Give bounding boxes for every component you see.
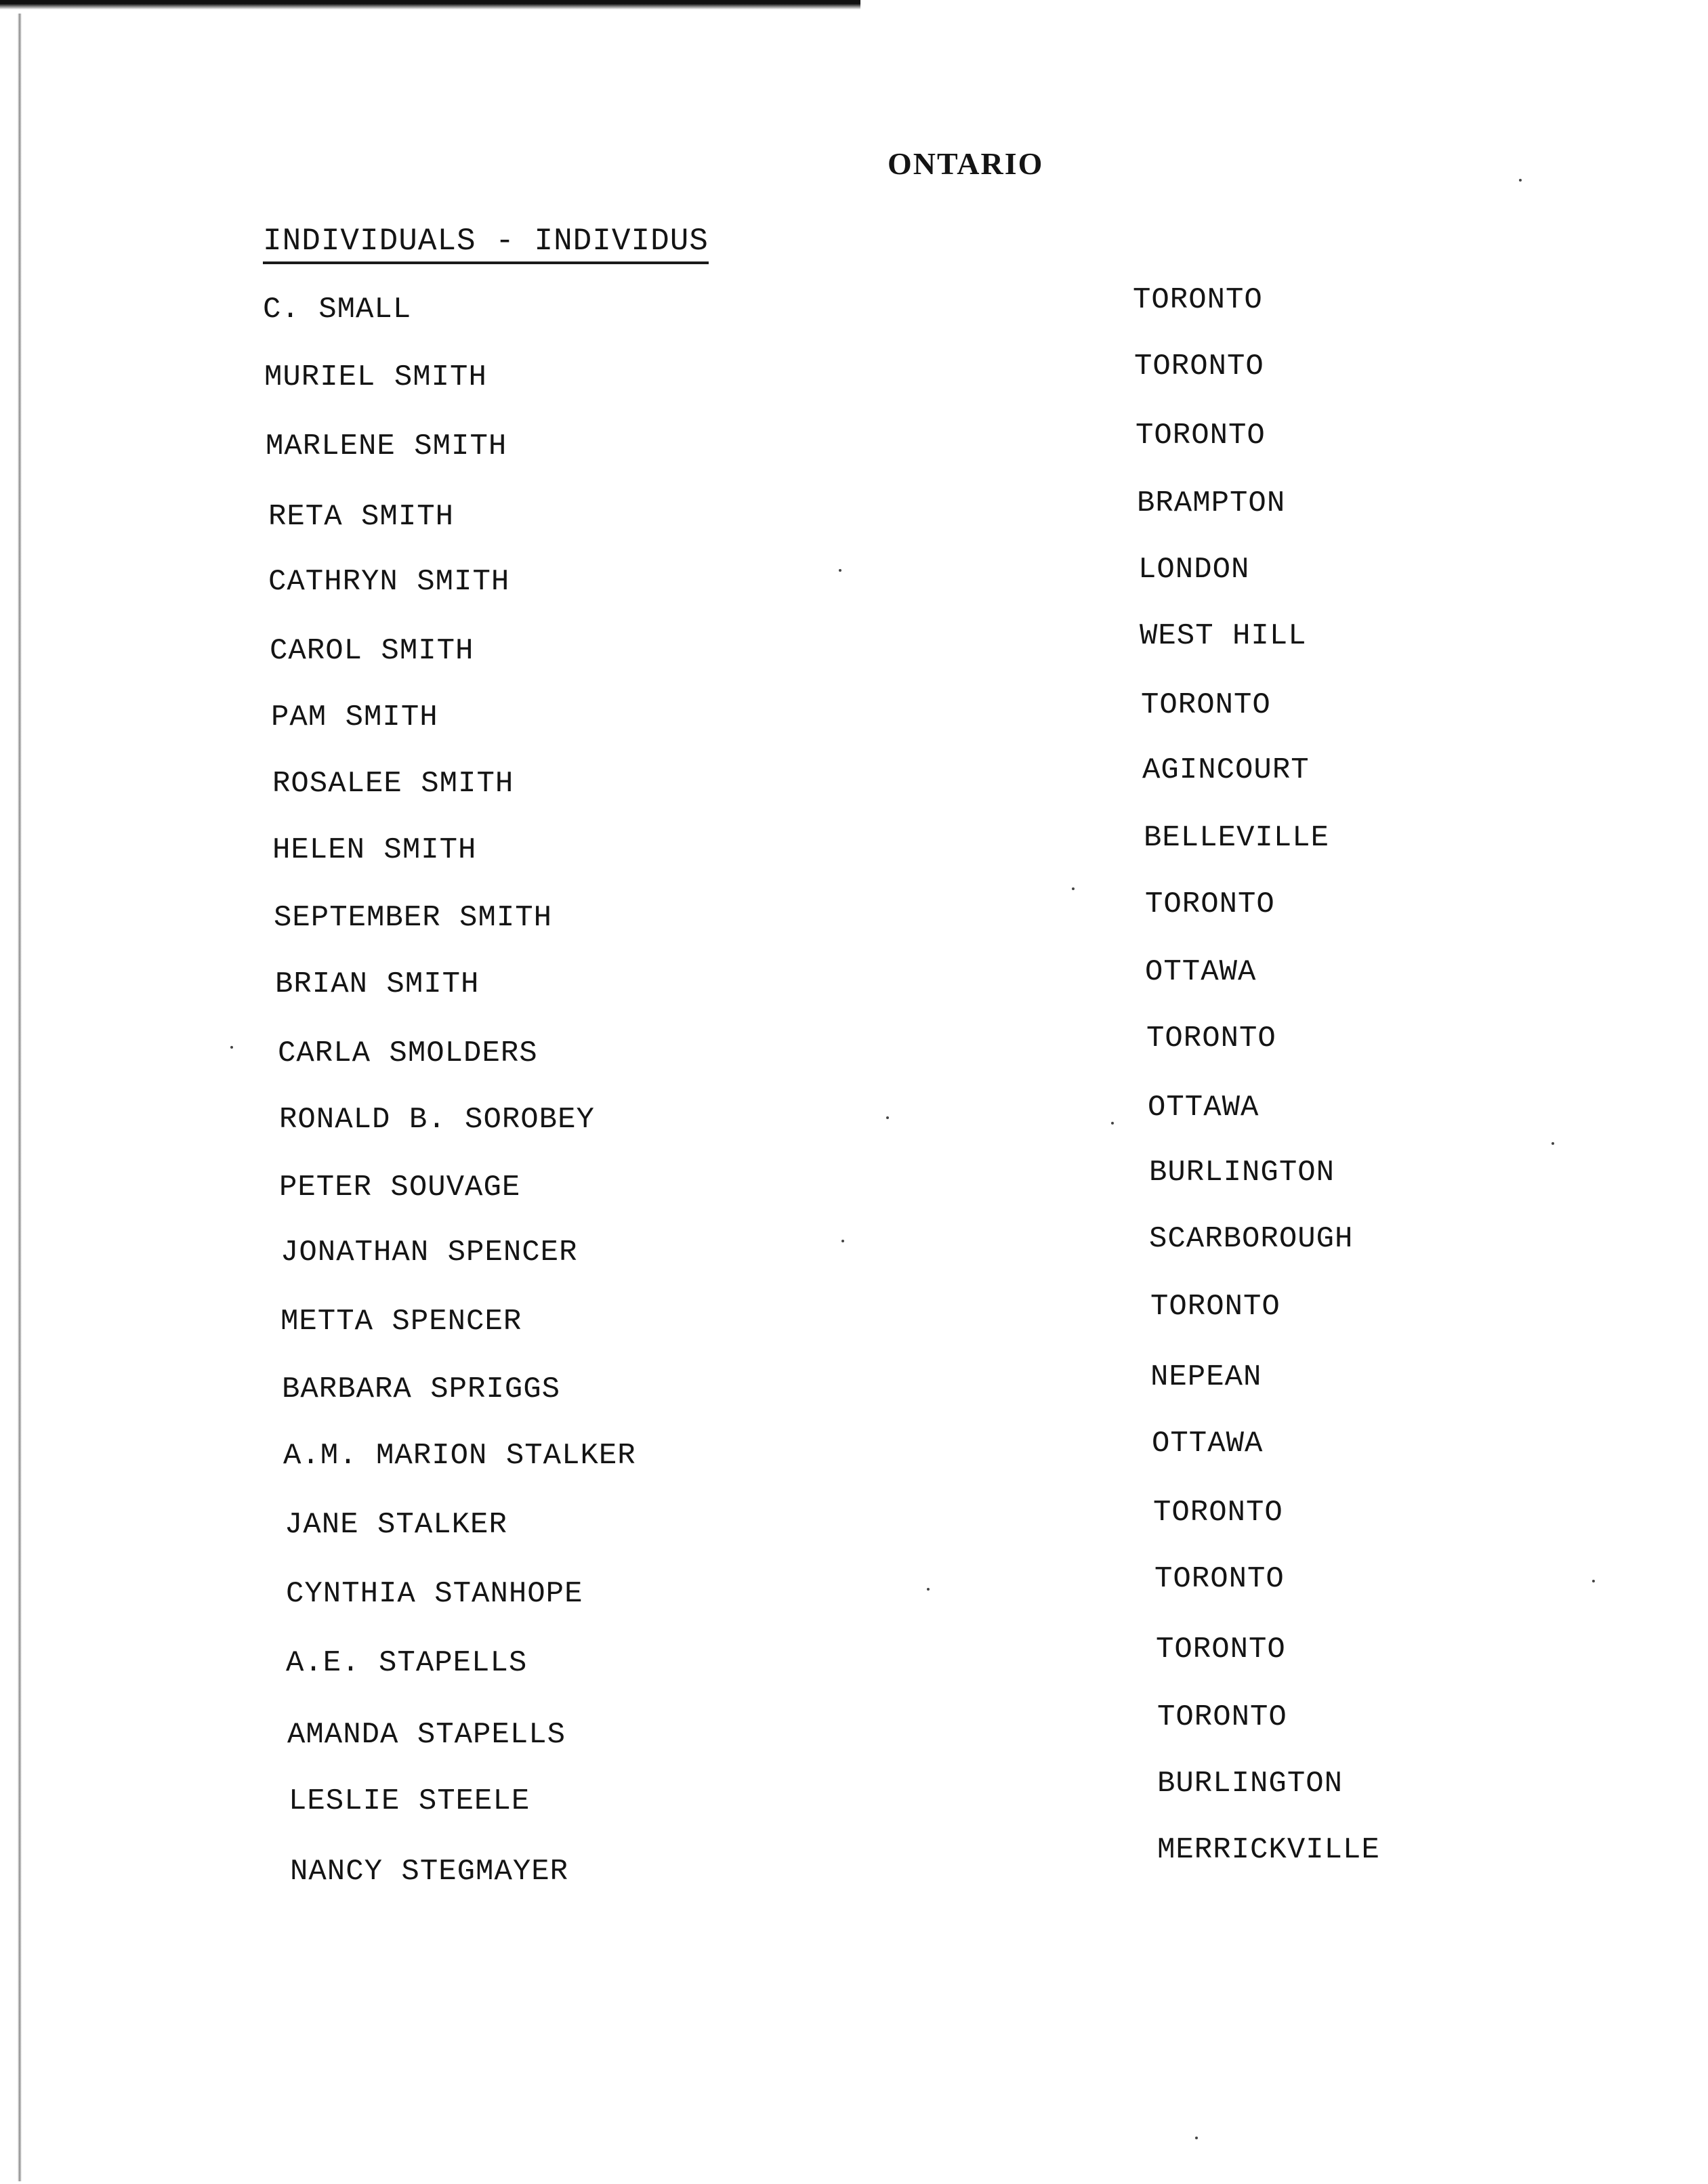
scan-speck <box>927 1588 930 1591</box>
entry-city: BURLINGTON <box>1157 1767 1344 1801</box>
entry-city: TORONTO <box>1154 1562 1285 1596</box>
scan-speck <box>841 1240 844 1242</box>
entry-city: OTTAWA <box>1148 1091 1259 1125</box>
entry-name: A.M. MARION STALKER <box>283 1439 636 1473</box>
entry-city: TORONTO <box>1133 283 1263 317</box>
entry-name: ROSALEE SMITH <box>272 767 514 801</box>
entry-city: NEPEAN <box>1150 1360 1262 1394</box>
entry-name: RONALD B. SOROBEY <box>279 1103 595 1137</box>
entry-name: HELEN SMITH <box>272 833 477 867</box>
entry-city: TORONTO <box>1157 1700 1287 1734</box>
scan-speck <box>1195 2137 1198 2139</box>
entry-city: BRAMPTON <box>1137 486 1286 520</box>
entry-city: LONDON <box>1138 553 1250 587</box>
entry-name: PAM SMITH <box>271 700 438 734</box>
entry-city: TORONTO <box>1153 1496 1283 1530</box>
page-heading: ONTARIO <box>888 146 1044 181</box>
scan-speck <box>1072 887 1075 890</box>
entry-city: WEST HILL <box>1140 619 1307 653</box>
entry-city: TORONTO <box>1156 1633 1286 1666</box>
entry-name: CYNTHIA STANHOPE <box>286 1577 583 1611</box>
entry-city: OTTAWA <box>1152 1427 1264 1461</box>
entry-city: SCARBOROUGH <box>1149 1222 1354 1256</box>
entry-name: AMANDA STAPELLS <box>287 1718 566 1752</box>
entry-city: BELLEVILLE <box>1144 821 1330 855</box>
entry-city: TORONTO <box>1146 1022 1276 1055</box>
scan-speck <box>839 569 841 572</box>
entry-city: TORONTO <box>1145 887 1275 921</box>
entry-city: BURLINGTON <box>1149 1156 1335 1190</box>
entry-city: TORONTO <box>1134 350 1264 383</box>
entry-city: OTTAWA <box>1145 955 1257 989</box>
entry-name: CAROL SMITH <box>270 634 474 668</box>
entry-name: LESLIE STEELE <box>289 1784 530 1818</box>
scan-speck <box>1111 1122 1114 1125</box>
entry-name: BRIAN SMITH <box>275 967 480 1001</box>
entry-city: TORONTO <box>1150 1290 1280 1324</box>
entry-name: METTA SPENCER <box>280 1305 522 1339</box>
entry-name: CARLA SMOLDERS <box>278 1036 538 1070</box>
entry-city: TORONTO <box>1141 688 1271 722</box>
entry-name: JONATHAN SPENCER <box>280 1236 578 1269</box>
scan-speck <box>230 1046 233 1049</box>
entry-name: NANCY STEGMAYER <box>290 1855 569 1889</box>
section-label: INDIVIDUALS - INDIVIDUS <box>263 224 709 264</box>
entry-name: SEPTEMBER SMITH <box>274 901 553 935</box>
entry-city: MERRICKVILLE <box>1157 1833 1380 1867</box>
entry-name: C. SMALL <box>263 293 412 327</box>
scan-speck <box>886 1116 889 1119</box>
scan-speck <box>1592 1580 1595 1582</box>
entry-name: RETA SMITH <box>268 500 455 534</box>
entry-name: JANE STALKER <box>285 1508 507 1542</box>
entry-city: AGINCOURT <box>1142 753 1310 787</box>
entry-name: MURIEL SMITH <box>264 360 487 394</box>
entry-name: A.E. STAPELLS <box>286 1646 528 1680</box>
entry-name: CATHRYN SMITH <box>268 565 510 599</box>
scan-speck <box>1519 179 1522 182</box>
entry-name: PETER SOUVAGE <box>279 1171 521 1204</box>
entry-city: TORONTO <box>1136 419 1266 453</box>
scan-speck <box>1551 1142 1554 1145</box>
entry-name: BARBARA SPRIGGS <box>282 1372 561 1406</box>
entry-name: MARLENE SMITH <box>266 429 507 463</box>
